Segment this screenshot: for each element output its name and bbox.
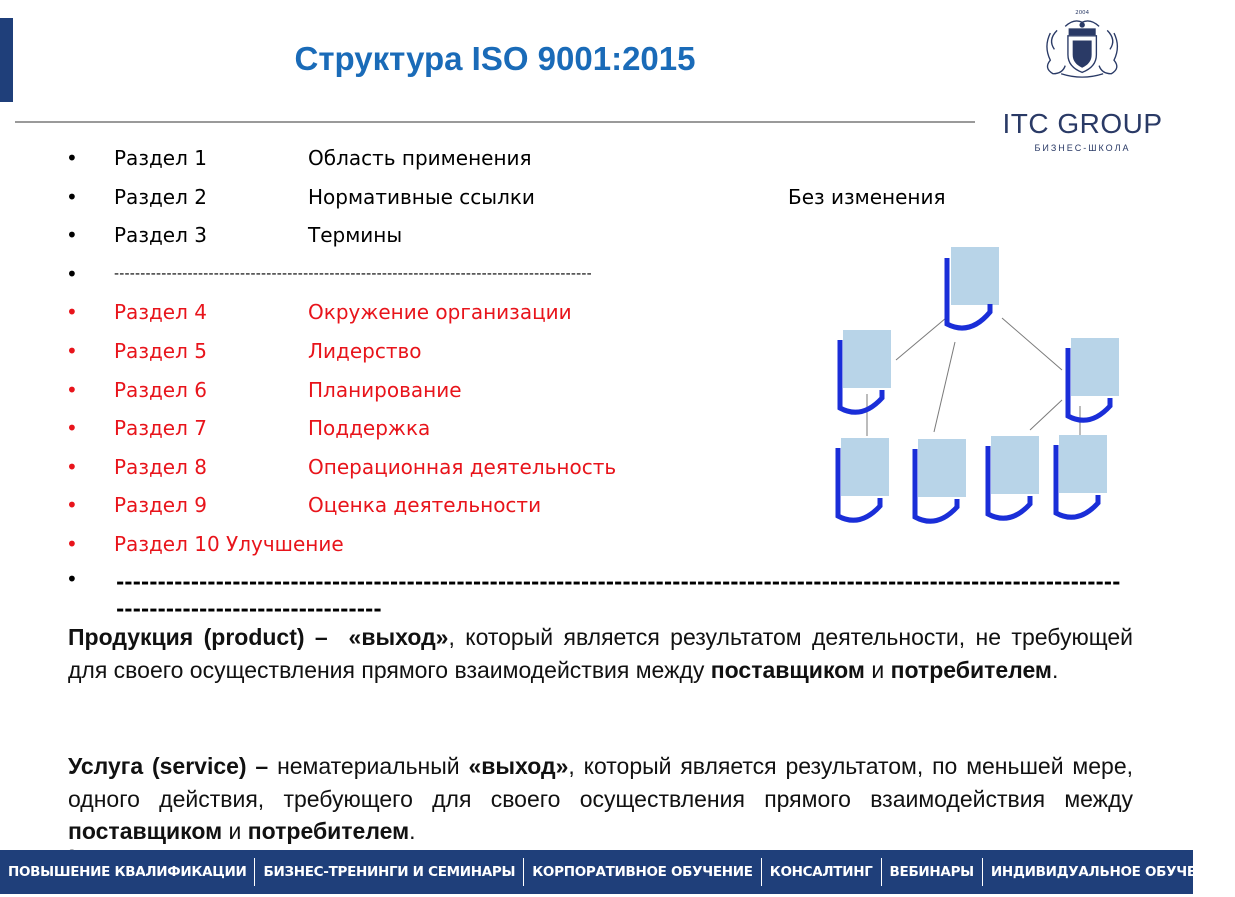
bullet: •: [66, 300, 78, 325]
document-icon-bottom-2: [915, 439, 966, 521]
section-note: Без изменения: [788, 184, 946, 209]
bullet: •: [66, 223, 78, 248]
conjunction: и: [228, 818, 242, 844]
section-name: Лидерство: [308, 338, 422, 363]
output-label: «выход»: [348, 624, 449, 650]
title-divider: [15, 121, 975, 123]
bullet: •: [66, 261, 78, 286]
bullet: •: [66, 416, 78, 441]
section-name: Окружение организации: [308, 300, 572, 325]
section-name: Область применения: [308, 146, 532, 170]
itc-group-logo-emblem: [995, 6, 1170, 111]
definition-text: нематериальный: [277, 753, 460, 779]
section-number: Раздел 5: [114, 338, 207, 363]
definition-text: , который является результатом, по меньшей мере, одного действия, требующего для своего осуществления прямого взаимодействия между: [68, 753, 1133, 812]
list-item: [66, 529, 966, 568]
bullet: •: [66, 567, 78, 591]
section-number: Раздел 1: [114, 146, 207, 170]
section-name: Нормативные ссылки: [308, 184, 535, 209]
document-icon-bottom-3: [988, 436, 1039, 518]
section-name: Оценка деятельности: [308, 493, 542, 518]
logo-name: ITC GROUP: [1002, 108, 1163, 139]
document-icon-mid-left: [840, 330, 891, 412]
section-number: Раздел 2: [114, 184, 207, 209]
bottom-menu-item[interactable]: БИЗНЕС-ТРЕНИНГИ И СЕМИНАРЫ: [255, 858, 524, 886]
bullet: •: [66, 338, 78, 363]
diagram-connectors: [867, 318, 1080, 436]
section-number: Раздел 9: [114, 493, 207, 518]
connector-line: [1030, 400, 1062, 430]
document-icon-top: [947, 247, 999, 328]
bottom-menu-bar: [0, 850, 1227, 894]
bottom-menu-item[interactable]: ПОВЫШЕНИЕ КВАЛИФИКАЦИИ: [0, 858, 255, 886]
section-number: Раздел 7: [114, 416, 207, 441]
document-icon-bottom-4: [1056, 435, 1107, 517]
bullet: •: [66, 146, 78, 170]
document-hierarchy-diagram: [830, 240, 1130, 530]
slide-title: Структура ISO 9001:2015: [294, 40, 696, 77]
section-name: Операционная деятельность: [308, 454, 617, 479]
party-supplier: поставщиком: [68, 818, 223, 844]
sentence-end: .: [409, 818, 416, 844]
bullet: •: [66, 184, 78, 209]
section-number: Раздел 8: [114, 454, 207, 479]
dashed-separator: -------------------------------------------------------------------------------------------: [114, 265, 592, 282]
bottom-menu-item[interactable]: КОНСАЛТИНГ: [762, 858, 882, 886]
party-consumer: потребителем: [890, 656, 1052, 683]
bullet: •: [66, 454, 78, 479]
party-consumer: потребителем: [247, 818, 410, 844]
section-name: Поддержка: [308, 416, 431, 441]
connector-line: [896, 318, 946, 360]
section-number: Раздел 3: [114, 223, 207, 248]
term-service: Услуга (service) –: [68, 753, 269, 779]
bullet: •: [66, 493, 78, 518]
sentence-end: .: [1051, 656, 1059, 683]
bold-dashed-separator: ---------------------------------------------------------------------------------------------------------------------------------------------------------: [116, 570, 1121, 621]
list-item: [66, 143, 966, 182]
connector-line: [1002, 318, 1062, 370]
bottom-menu-item[interactable]: КОРПОРАТИВНОЕ ОБУЧЕНИЕ: [524, 858, 762, 886]
definition-text: , который является результатом деятельности, не требующей для своего осуществления прямого взаимодействия между: [68, 624, 1134, 683]
bullet: •: [66, 377, 78, 402]
conjunction: и: [871, 656, 885, 683]
logo-year: 2004: [1075, 10, 1090, 17]
connector-line: [934, 342, 955, 432]
section-number: Раздел 6: [114, 377, 207, 402]
term-product: Продукция (product) –: [68, 624, 328, 650]
section-name: Термины: [308, 223, 403, 248]
party-supplier: поставщиком: [710, 656, 865, 683]
document-icon-mid-right: [1068, 338, 1119, 420]
definition-product: [68, 621, 1133, 686]
logo-subtitle: БИЗНЕС-ШКОЛА: [1034, 143, 1131, 153]
bullet: •: [66, 531, 78, 556]
bottom-menu-item[interactable]: ИНДИВИДУАЛЬНОЕ ОБУЧЕНИЕ: [990, 864, 1227, 880]
bottom-menu-item[interactable]: ВЕБИНАРЫ: [882, 858, 983, 886]
output-label: «выход»: [468, 753, 569, 779]
section-number: Раздел 4: [114, 300, 207, 325]
section-number: Раздел 10 Улучшение: [114, 531, 344, 556]
definition-service: [68, 750, 1133, 848]
document-icon-bottom-1: [838, 438, 889, 520]
section-name: Планирование: [308, 377, 462, 402]
list-item: [66, 182, 966, 221]
